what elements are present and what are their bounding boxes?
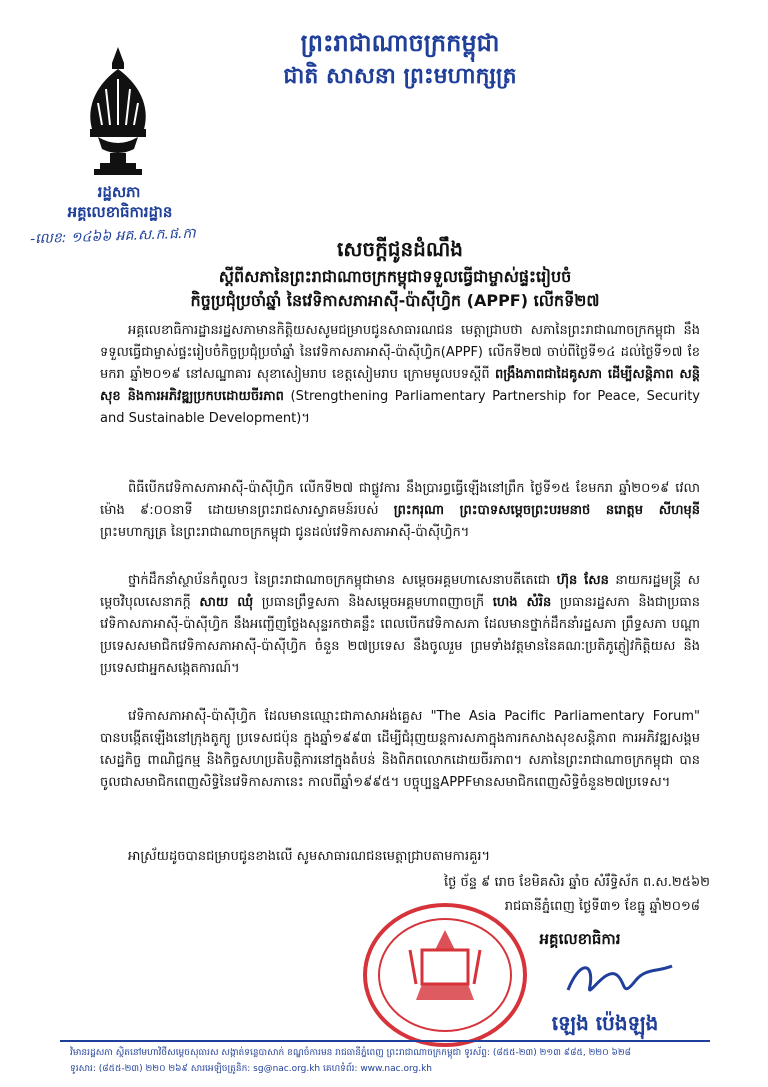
subject-line-1: ស្តីពីសភានៃព្រះរាជាណាចក្រកម្ពុជាទទួលធ្វើជាម្ចាស់ផ្ទះរៀបចំ <box>218 267 572 286</box>
p3-text: ថ្នាក់ដឹកនាំស្ថាប័នកំពូលៗ នៃព្រះរាជាណាចក្រកម្ពុជាមាន សម្តេចអគ្គមហាសេនាបតីតេជោ <box>128 573 551 588</box>
signature-icon <box>560 950 680 1010</box>
official-seal-icon <box>360 900 530 1050</box>
notice-title: សេចក្តីជូនដំណឹង <box>337 237 463 261</box>
signer-title: អគ្គលេខាធិការ <box>539 930 621 948</box>
solar-date: រាជធានីភ្នំពេញ ថ្ងៃទី៣១ ខែធ្នូ ឆ្នាំ២០១៨ <box>504 899 700 914</box>
subject-line-2: កិច្ចប្រជុំប្រចាំឆ្នាំ នៃវេទិកាសភាអាស៊ី-ប៉ាស៊ីហ្វិក (APPF) លើកទី២៧ <box>190 291 600 310</box>
lunar-date: ថ្ងៃ ច័ន្ទ ៩ រោច ខែមិគសិរ ឆ្នាំច សំរឹទ្ធិស័ក ព.ស.២៥៦២ <box>443 875 710 890</box>
p2-text-end: ព្រះមហាក្សត្រ នៃព្រះរាជាណាចក្រកម្ពុជា ជូនដល់វេទិកាសភាអាស៊ី-ប៉ាស៊ីហ្វិក។ <box>100 525 470 540</box>
kingdom-header: ព្រះរាជាណាចក្រកម្ពុជា <box>300 28 500 57</box>
footer-divider <box>60 1040 710 1042</box>
organization-name: រដ្ឋសភា <box>97 183 141 201</box>
p1-theme-bold: ពង្រឹងភាពជាដៃគូសភា ដើម្បីសន្តិភាព សន្តិសុខ និងការអភិវឌ្ឍប្រកបដោយចីរភាព <box>100 367 700 404</box>
paragraph-2 <box>100 478 700 566</box>
p1-text: អគ្គលេខាធិការដ្ឋានរដ្ឋសភាមានកិត្តិយសសូមជម្រាបជូនសាធារណជន មេត្តាជ្រាបថា សភានៃព្រះរាជាណាចក្រកម្ពុជា នឹងទទួលធ្វើជាម្ចាស់ផ្ទះរៀបចំកិច្ចប្រជុំប្រចាំឆ្នាំ នៃវេទិកាសភាអាស៊ី-ប៉ាស៊ីហ្វិក(APPF) លើកទី២៧ ចាប់ពីថ្ងៃទី១៤ ដល់ថ្ងៃទី១៧ ខែមករា ឆ្នាំ២០១៩ នៅសណ្ឋាគារ សុខាសៀមរាប ខេត្តសៀមរាប ក្រោមមូលបទស្តីពី <box>100 323 700 382</box>
p3-text-3: ប្រធានព្រឹទ្ធសភា និងសម្តេចអគ្គមហាពញាចក្រី <box>261 595 485 610</box>
p2-king-bold: ព្រះករុណា ព្រះបាទសម្តេចព្រះបរមនាថ នរោត្តម សីហមុនី <box>393 503 700 518</box>
paragraph-4 <box>100 706 700 838</box>
p4-text-2: បានបង្កើតឡើងនៅក្រុងតូក្យូ ប្រទេសជប៉ុន ក្នុងឆ្នាំ១៩៩៣ ដើម្បីជំរុញយន្តការសភាក្នុងការកសាងសុខសន្តិភាព ការអភិវឌ្ឍសង្គម សេដ្ឋកិច្ច ពាណិជ្ជកម្ម និងកិច្ចសហប្រតិបត្តិការនៅក្នុងតំបន់ និងពិភពលោកដោយចីរភាព។ សភានៃព្រះរាជាណាចក្រកម្ពុជា បានចូលជាសមាជិកពេញសិទ្ធិនៃវេទិកាសភានេះ កាលពីឆ្នាំ១៩៩៥។ បច្ចុប្បន្នAPPFមានសមាជិកពេញសិទ្ធិចំនួន២៧ប្រទេស។ <box>100 731 700 790</box>
organization-department: អគ្គលេខាធិការដ្ឋាន <box>67 203 173 221</box>
closing-text: អាស្រ័យដូចបានជម្រាបជូនខាងលើ សូមសាធារណជនមេត្តាជ្រាបតាមការគួរ។ <box>128 849 491 864</box>
p1-theme-english: (Strengthening Parliamentary Partnership for Peace, Security and Sustainable Development)។ <box>100 389 701 426</box>
national-motto: ជាតិ សាសនា ព្រះមហាក្សត្រ <box>283 63 517 89</box>
p3-text-2: នាយករដ្ឋមន្ត្រី សម្តេចវិបុលសេនាភក្តី <box>100 573 700 610</box>
paragraph-1 <box>100 320 700 474</box>
p4-text: វេទិកាសភាអាស៊ី-ប៉ាស៊ីហ្វិក ដែលមានឈ្មោះជាភាសាអង់គ្លេស <box>128 709 423 724</box>
p4-english-name: "The Asia Pacific Parliamentary Forum" <box>430 709 701 724</box>
reference-number: -លេខ: ១៤៦៦ អគ.ស.ក.ផ.កា <box>29 225 196 248</box>
p2-text: ពិធីបើកវេទិកាសភាអាស៊ី-ប៉ាស៊ីហ្វិក លើកទី២៧ ជាផ្លូវការ នឹងប្រារព្ធធ្វើឡើងនៅព្រឹក ថ្ងៃទី១៥ ខែមករា ឆ្នាំ២០១៩ វេលាម៉ោង ៩:០០នាទី ដោយមានព្រះរាជសារស្វាគមន៍របស់ <box>100 481 700 518</box>
p3-name-2: សាយ ឈុំ <box>199 595 254 610</box>
paragraph-3 <box>100 570 700 702</box>
footer-address: វិមានរដ្ឋសភា ស្ថិតនៅមហាវិថីសម្តេចសុធារស សង្កាត់ទន្លេបាសាក់ ខណ្ឌចំការមន រាជធានីភ្នំពេញ ព្រះរាជាណាចក្រកម្ពុជា ទូរស័ព្ទ: (៨៥៥-២៣) ២១៣ ៩៨៥, ២២០ ៦២៨ <box>70 1048 632 1058</box>
p3-name-3: ហេង សំរិន <box>492 595 552 610</box>
parliament-emblem-icon <box>78 45 158 180</box>
p3-text-4: ប្រធានរដ្ឋសភា និងជាប្រធានវេទិកាសភាអាស៊ី-ប៉ាស៊ីហ្វិក នឹងអញ្ជើញថ្លែងសុន្ទរកថាគន្លឹះ ពេលបើកវេទិកាសភា ដែលមានថ្នាក់ដឹកនាំរដ្ឋសភា ព្រឹទ្ធសភា បណ្តាប្រទេសសមាជិកវេទិកាសភាអាស៊ី-ប៉ាស៊ីហ្វិក ចំនួន ២៧ប្រទេស នឹងចូលរួម ព្រមទាំងវត្តមាននៃគណៈប្រតិភូភ្ញៀវកិត្តិយស និងប្រទេសជាអ្នកសង្កេតការណ៍។ <box>100 595 700 676</box>
footer-contact: ទូរសារ: (៨៥៥-២៣) ២២០ ២៦៩ សារអេឡិចត្រូនិក: sg@nac.org.kh គេហទំព័រ: www.nac.org.kh <box>70 1064 432 1074</box>
signer-name: ឡេង ប៉េងឡុង <box>551 1011 659 1035</box>
p3-name-1: ហ៊ុន សែន <box>556 573 609 588</box>
